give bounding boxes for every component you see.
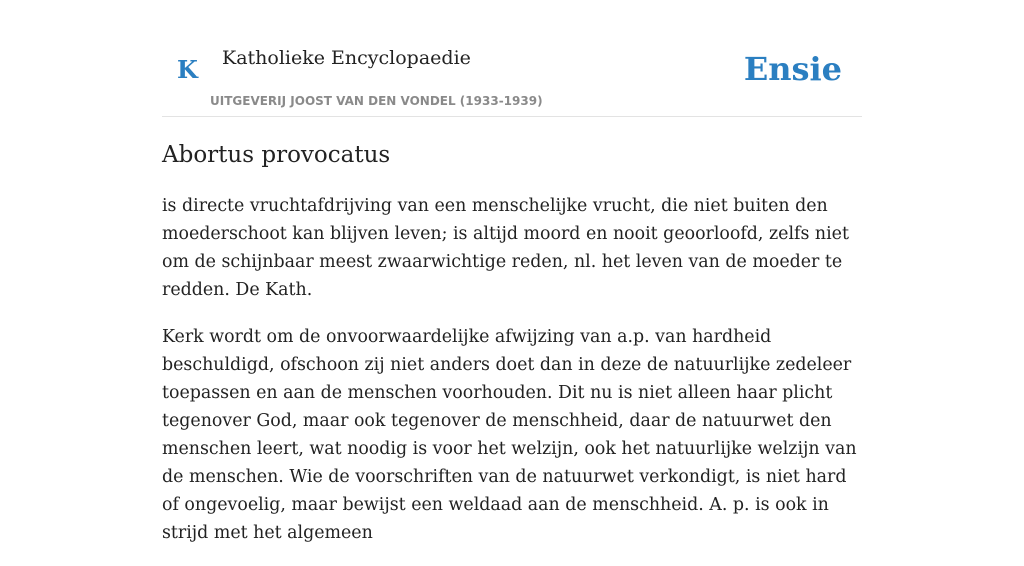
publication-title[interactable]: Katholieke Encyclopaedie [222,47,471,69]
ensie-brand-logo[interactable]: Ensie [743,50,842,88]
article-paragraph: is directe vruchtafdrijving van een menschelijke vrucht, die niet buiten den moederschoot kan blijven leven; is altijd moord en nooit geoorloofd, zelfs niet om de schijnbaar meest zwaarwichtige reden, nl. het leven van de moeder te redden. De Kath. [162,196,849,300]
article-title: Abortus provocatus [162,142,391,168]
publisher-label: UITGEVERIJ JOOST VAN DEN VONDEL (1933-1939) [210,94,543,108]
publication-logo[interactable]: K [177,55,198,84]
article-paragraph: Kerk wordt om de onvoorwaardelijke afwijzing van a.p. van hardheid beschuldigd, ofschoon zij niet anders doet dan in deze de natuurlijke zedeleer toepassen en aan de menschen voorhouden. Dit nu is niet alleen haar plicht tegenover God, maar ook tegenover de menschheid, daar de natuurwet den menschen leert, wat noodig is voor het welzijn, ook het natuurlijke welzijn van de menschen. Wie de voorschriften van de natuurwet verkondigt, is niet hard of ongevoelig, maar bewijst een weldaad aan de menschheid. A. p. is ook in strijd met het algemeen [162,327,857,543]
article-body [162,192,862,566]
site-header [162,0,862,117]
